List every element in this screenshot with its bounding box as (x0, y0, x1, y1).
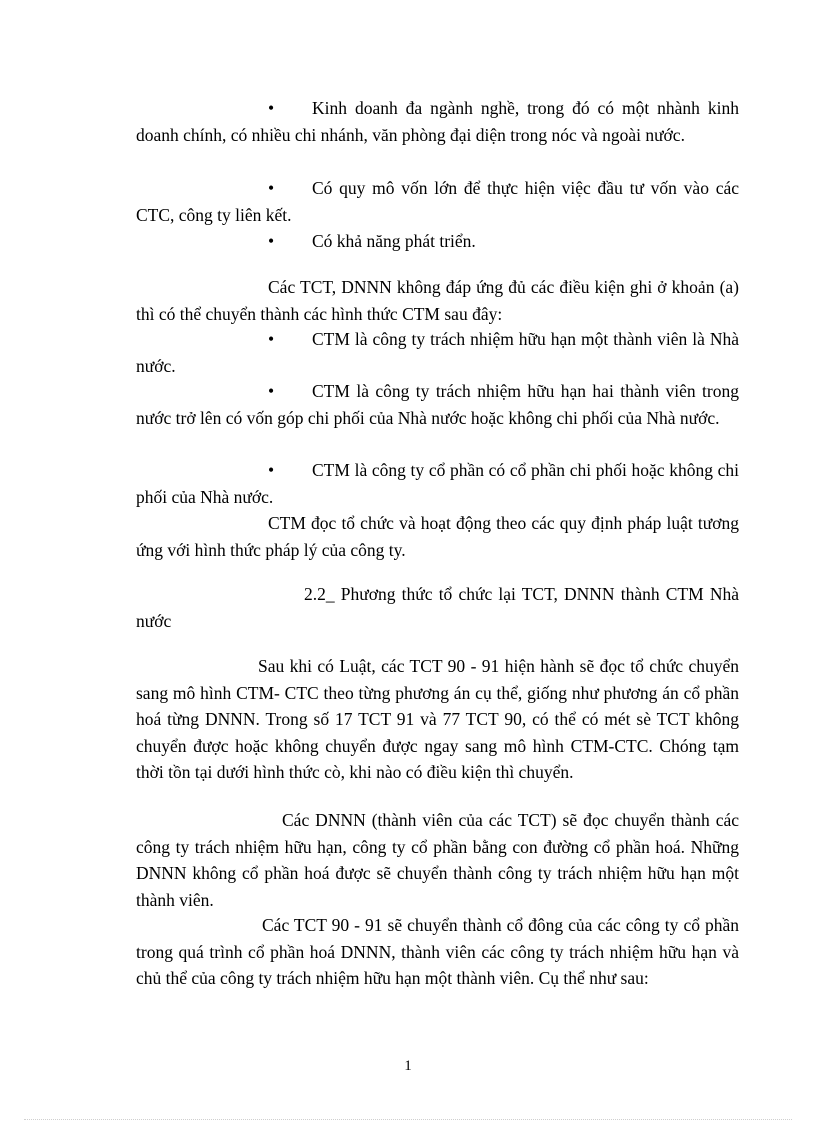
bullet-item (136, 326, 739, 379)
bullet-text: CTM là công ty trách nhiệm hữu hạn một thành viên là Nhà nước. (136, 329, 739, 376)
bullet-item (136, 378, 739, 431)
bullet-item (136, 457, 739, 510)
bullet-text: Có quy mô vốn lớn để thực hiện việc đầu tư vốn vào các CTC, công ty liên kết. (136, 178, 739, 225)
bullet-item (136, 228, 739, 255)
bullet-icon: • (268, 231, 275, 251)
bullet-icon: • (268, 381, 275, 401)
paragraph: Các DNNN (thành viên của các TCT) sẽ đọc chuyển thành các công ty trách nhiệm hữu hạn, công ty cổ phần bằng con đường cổ phần hoá. Những DNNN không cổ phần hoá được sẽ chuyển thành công ty trách nhiệm hữu hạn một thành viên. (136, 810, 739, 910)
paragraph: Sau khi có Luật, các TCT 90 - 91 hiện hành sẽ đọc tổ chức chuyển sang mô hình CTM- CTC theo từng phương án cụ thể, giống như phương án cổ phần hoá từng DNNN. Trong số 17 TCT 91 và 77 TCT 90, có thể có mét sè TCT không chuyển được hoặc không chuyển được ngay sang mô hình CTM-CTC. Chóng tạm thời tồn tại dưới hình thức cò, khi nào có điều kiện thì chuyển. (136, 656, 739, 782)
bullet-item (136, 175, 739, 228)
bullet-text: CTM là công ty cổ phần có cổ phần chi phối hoặc không chi phối của Nhà nước. (136, 460, 739, 507)
page-bottom-rule (24, 1119, 792, 1120)
paragraph: CTM đọc tổ chức và hoạt động theo các quy định pháp luật tương ứng với hình thức pháp lý của công ty. (136, 513, 739, 560)
bullet-icon: • (268, 460, 275, 480)
page-number: 1 (404, 1058, 412, 1074)
paragraph: Các TCT, DNNN không đáp ứng đủ các điều kiện ghi ở khoản (a) thì có thể chuyển thành các hình thức CTM sau đây: (136, 277, 739, 324)
bullet-icon: • (268, 98, 275, 118)
bullet-item (136, 95, 739, 148)
bullet-text: Có khả năng phát triển. (312, 231, 476, 251)
bullet-icon: • (268, 178, 275, 198)
bullet-text: Kinh doanh đa ngành nghề, trong đó có một nhành kinh doanh chính, có nhiều chi nhánh, văn phòng đại diện trong nóc và ngoài nước. (136, 98, 739, 145)
section-heading: 2.2_ Phương thức tổ chức lại TCT, DNNN thành CTM Nhà nước (136, 584, 739, 631)
bullet-icon: • (268, 329, 275, 349)
paragraph: Các TCT 90 - 91 sẽ chuyển thành cổ đông của các công ty cổ phần trong quá trình cổ phần hoá DNNN, thành viên các công ty trách nhiệm hữu hạn và chủ thể của công ty trách nhiệm hữu hạn một thành viên. Cụ thể như sau: (136, 915, 739, 988)
bullet-text: CTM là công ty trách nhiệm hữu hạn hai thành viên trong nước trở lên có vốn góp chi phối của Nhà nước hoặc không chi phối của Nhà nước. (136, 381, 739, 428)
